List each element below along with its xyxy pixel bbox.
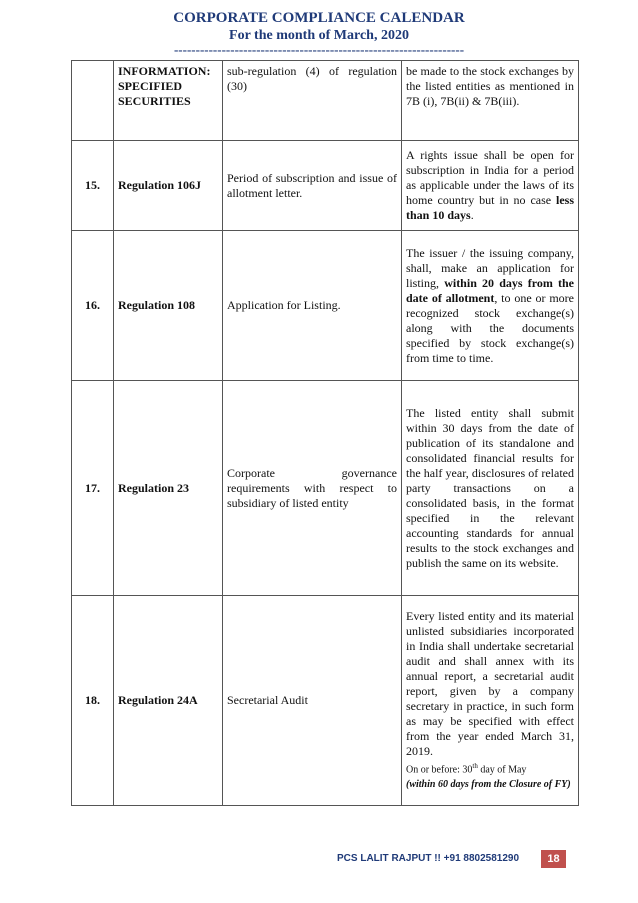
ordinal-suffix: th <box>472 761 478 770</box>
due-date-note <box>406 759 574 777</box>
row-number: 17. <box>72 381 114 596</box>
header-divider: ------------------------------------------------------------------- <box>173 42 465 57</box>
particulars-cell: Corporate governance requirements with respect to subsidiary of listed entity <box>223 381 402 596</box>
description-cell: be made to the stock exchanges by the listed entities as mentioned in 7B (i), 7B(ii) & 7B(iii). <box>402 61 579 141</box>
condition-text: (within 60 days from the Closure of FY) <box>406 779 571 791</box>
page-title: CORPORATE COMPLIANCE CALENDAR <box>173 10 465 26</box>
description-text: , to one or more recognized stock exchange(s) along with the documents specified by stock exchange(s) from time to time. <box>406 290 574 365</box>
description-emphasis: within 20 days from the date of allotment <box>406 275 574 305</box>
footer-contact: PCS LALIT RAJPUT !! +91 8802581290 <box>337 853 520 864</box>
regulation-cell: Regulation 108 <box>114 231 223 381</box>
regulation-cell: INFORMATION: SPECIFIED SECURITIES <box>114 61 223 141</box>
description-text: The issuer / the issuing company, shall, make an application for listing, <box>406 245 574 290</box>
description-text: . <box>470 208 474 222</box>
regulation-cell: Regulation 106J <box>114 141 223 231</box>
table-row <box>72 141 579 231</box>
description-text: A rights issue shall be open for subscription in India for a period as applicable under the laws of its home country but in no case <box>406 148 574 207</box>
due-date-condition <box>406 777 574 792</box>
row-number: 18. <box>72 596 114 806</box>
description-cell <box>402 231 579 381</box>
row-number <box>72 61 114 141</box>
particulars-cell: Period of subscription and issue of allotment letter. <box>223 141 402 231</box>
compliance-table <box>71 60 579 806</box>
due-date-text: day of May <box>477 764 527 776</box>
table-row <box>72 61 579 141</box>
regulation-cell: Regulation 23 <box>114 381 223 596</box>
particulars-cell: Application for Listing. <box>223 231 402 381</box>
due-date-text: On or before: 30 <box>406 764 473 776</box>
row-number: 15. <box>72 141 114 231</box>
description-emphasis: less than 10 days <box>406 193 574 222</box>
particulars-cell: Secretarial Audit <box>223 596 402 806</box>
regulation-cell: Regulation 24A <box>114 596 223 806</box>
page-subtitle: For the month of March, 2020 <box>229 28 409 43</box>
description-cell <box>402 596 579 806</box>
page-number: 18 <box>541 850 566 868</box>
particulars-cell: sub-regulation (4) of regulation (30) <box>223 61 402 141</box>
description-text: Every listed entity and its material unlisted subsidiaries incorporated in India shall undertake secretarial audit and shall annex with its annual report, a secretarial audit report, given by a company secretary in practice, in such form as may be specified with effect from the year ended March 31, 2019. <box>406 608 574 758</box>
description-cell: The listed entity shall submit within 30 days from the date of publication of its standalone and consolidated financial results for the half year, disclosures of related party transactions on a consolidated basis, in the format specified in the relevant accounting standards for annual results to the stock exchanges and publish the same on its website. <box>402 381 579 596</box>
table-row <box>72 596 579 806</box>
table-row <box>72 381 579 596</box>
table-row <box>72 231 579 381</box>
description-cell <box>402 141 579 231</box>
row-number: 16. <box>72 231 114 381</box>
